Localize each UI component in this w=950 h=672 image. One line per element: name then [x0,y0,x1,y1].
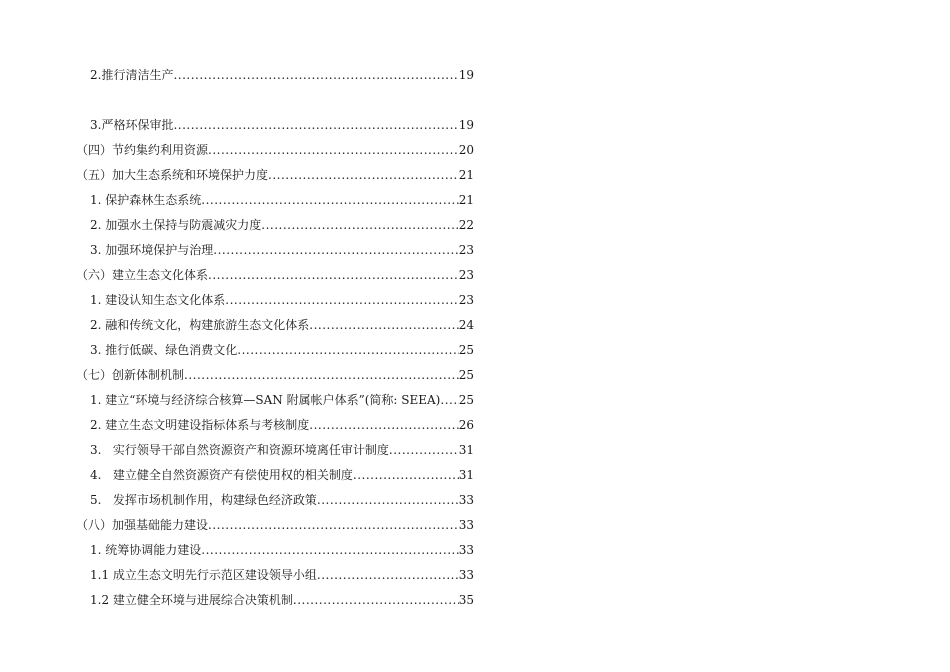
toc-leader-dots [225,291,458,309]
toc-entry-page: 31 [458,443,474,457]
toc-entry [90,441,474,459]
toc-entry-page: 31 [458,468,474,482]
toc-entry [90,191,474,209]
toc-leader-dots [353,466,459,484]
toc-entry-page: 20 [458,143,474,157]
toc-leader-dots [237,341,458,359]
toc-entry [76,266,474,284]
toc-entry-title: 3.严格环保审批 [90,118,174,132]
toc-entry-title: 2. 融和传统文化，构建旅游生态文化体系 [90,318,310,332]
toc-entry-page: 23 [458,243,474,257]
toc-entry-page: 23 [458,268,474,282]
toc-entry [90,316,474,334]
toc-entry [90,466,474,484]
toc-entry [90,541,474,559]
toc-leader-dots [317,566,459,584]
toc-entry-title: 2.推行清洁生产 [90,68,174,82]
toc-entry-page: 33 [458,493,474,507]
toc-entry-page: 19 [458,68,474,82]
toc-entry-title: 3. 推行低碳、绿色消费文化 [90,343,238,357]
toc-entry-page: 33 [458,518,474,532]
toc-entry [76,366,474,384]
toc-entry-title: 1. 建立“环境与经济综合核算—SAN 附属帐户体系”(简称: SEEA) [90,393,441,407]
toc-entry [90,241,474,259]
toc-entry [90,341,474,359]
toc-entry-title: 1.1 成立生态文明先行示范区建设领导小组 [90,568,317,582]
toc-leader-dots [293,591,459,609]
toc-entry-title: 1. 保护森林生态系统 [90,193,202,207]
toc-entry-page: 26 [458,418,474,432]
toc-entry [76,141,474,159]
toc-entry-page: 33 [458,543,474,557]
toc-entry [90,491,474,509]
toc-leader-dots [208,516,459,534]
toc-leader-dots [173,116,458,134]
toc-leader-dots [208,266,459,284]
toc-leader-dots [201,191,458,209]
toc-entry-page: 25 [458,368,474,382]
toc-entry [90,591,474,609]
toc-leader-dots [261,216,458,234]
toc-leader-dots [208,141,459,159]
toc-entry-page: 21 [458,168,474,182]
toc-entry-page: 23 [458,293,474,307]
toc-leader-dots [317,491,459,509]
toc-entry-title: （七）创新体制机制 [76,368,185,382]
toc-entry-page: 25 [458,393,474,407]
toc-entry-page: 22 [458,218,474,232]
toc-leader-dots [389,441,459,459]
toc-entry [90,566,474,584]
toc-entry-title: （四）节约集约利用资源 [76,143,209,157]
toc-entry [90,291,474,309]
toc-entry-title: 3. 实行领导干部自然资源资产和资源环境离任审计制度 [90,443,389,457]
toc-entry-title: 2. 加强水土保持与防震减灾力度 [90,218,262,232]
toc-entry-title: 5. 发挥市场机制作用，构建绿色经济政策 [90,493,317,507]
toc-entry-title: 4. 建立健全自然资源资产有偿使用权的相关制度 [90,468,353,482]
toc-entry [90,391,474,409]
toc-entry [90,416,474,434]
toc-entry-title: 3. 加强环境保护与治理 [90,243,214,257]
toc-entry [90,216,474,234]
toc-entry-title: （八）加强基础能力建设 [76,518,209,532]
toc-entry-title: （六）建立生态文化体系 [76,268,209,282]
toc-entry [90,66,474,84]
toc-leader-dots [201,541,458,559]
toc-entry-page: 24 [458,318,474,332]
toc-entry-title: （五）加大生态系统和环境保护力度 [76,168,269,182]
toc-leader-dots [213,241,458,259]
toc-entry-title: 1.2 建立健全环境与进展综合决策机制 [90,593,293,607]
toc-leader-dots [173,66,458,84]
toc-entry-title: 2. 建立生态文明建设指标体系与考核制度 [90,418,310,432]
toc-entry-page: 21 [458,193,474,207]
toc-entry-page: 25 [458,343,474,357]
toc-leader-dots [184,366,459,384]
toc-entry [76,166,474,184]
toc-leader-dots [268,166,459,184]
toc-entry-page: 33 [458,568,474,582]
toc-leader-dots [309,316,458,334]
toc-entry-title: 1. 建设认知生态文化体系 [90,293,226,307]
toc-leader-dots [309,416,458,434]
toc-entry-page: 19 [458,118,474,132]
toc-entry [90,116,474,134]
toc-entry-title: 1. 统筹协调能力建设 [90,543,202,557]
toc-entry-page: 35 [458,593,474,607]
toc-leader-dots [440,391,458,409]
toc-entry [76,516,474,534]
